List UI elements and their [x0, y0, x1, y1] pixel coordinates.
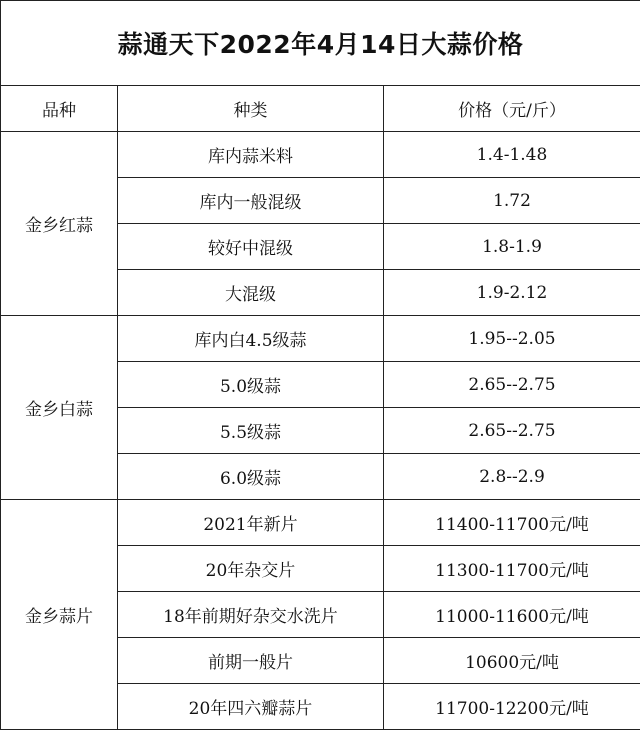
title-row [1, 1, 640, 86]
table-row [1, 316, 640, 362]
header-price: 价格（元/斤） [384, 86, 640, 132]
price-cell: 11000-11600元/吨 [384, 592, 640, 638]
price-cell: 2.65--2.75 [384, 362, 640, 408]
price-cell: 1.9-2.12 [384, 270, 640, 316]
price-cell: 1.4-1.48 [384, 132, 640, 178]
type-cell: 18年前期好杂交水洗片 [118, 592, 384, 638]
header-type: 种类 [118, 86, 384, 132]
table-row [1, 500, 640, 546]
type-cell: 5.0级蒜 [118, 362, 384, 408]
variety-cell-red-garlic: 金乡红蒜 [1, 132, 118, 316]
header-variety: 品种 [1, 86, 118, 132]
type-cell: 前期一般片 [118, 638, 384, 684]
price-cell: 11400-11700元/吨 [384, 500, 640, 546]
price-cell: 11700-12200元/吨 [384, 684, 640, 730]
type-cell: 20年杂交片 [118, 546, 384, 592]
type-cell: 5.5级蒜 [118, 408, 384, 454]
table-row [1, 132, 640, 178]
price-cell: 11300-11700元/吨 [384, 546, 640, 592]
variety-cell-garlic-flakes: 金乡蒜片 [1, 500, 118, 730]
table-title: 蒜通天下2022年4月14日大蒜价格 [1, 1, 640, 86]
type-cell: 较好中混级 [118, 224, 384, 270]
header-row [1, 86, 640, 132]
type-cell: 库内白4.5级蒜 [118, 316, 384, 362]
type-cell: 库内一般混级 [118, 178, 384, 224]
type-cell: 6.0级蒜 [118, 454, 384, 500]
price-cell: 1.8-1.9 [384, 224, 640, 270]
type-cell: 大混级 [118, 270, 384, 316]
type-cell: 2021年新片 [118, 500, 384, 546]
price-cell: 2.65--2.75 [384, 408, 640, 454]
price-cell: 1.95--2.05 [384, 316, 640, 362]
type-cell: 库内蒜米料 [118, 132, 384, 178]
price-cell: 10600元/吨 [384, 638, 640, 684]
variety-cell-white-garlic: 金乡白蒜 [1, 316, 118, 500]
type-cell: 20年四六瓣蒜片 [118, 684, 384, 730]
price-cell: 2.8--2.9 [384, 454, 640, 500]
price-cell: 1.72 [384, 178, 640, 224]
